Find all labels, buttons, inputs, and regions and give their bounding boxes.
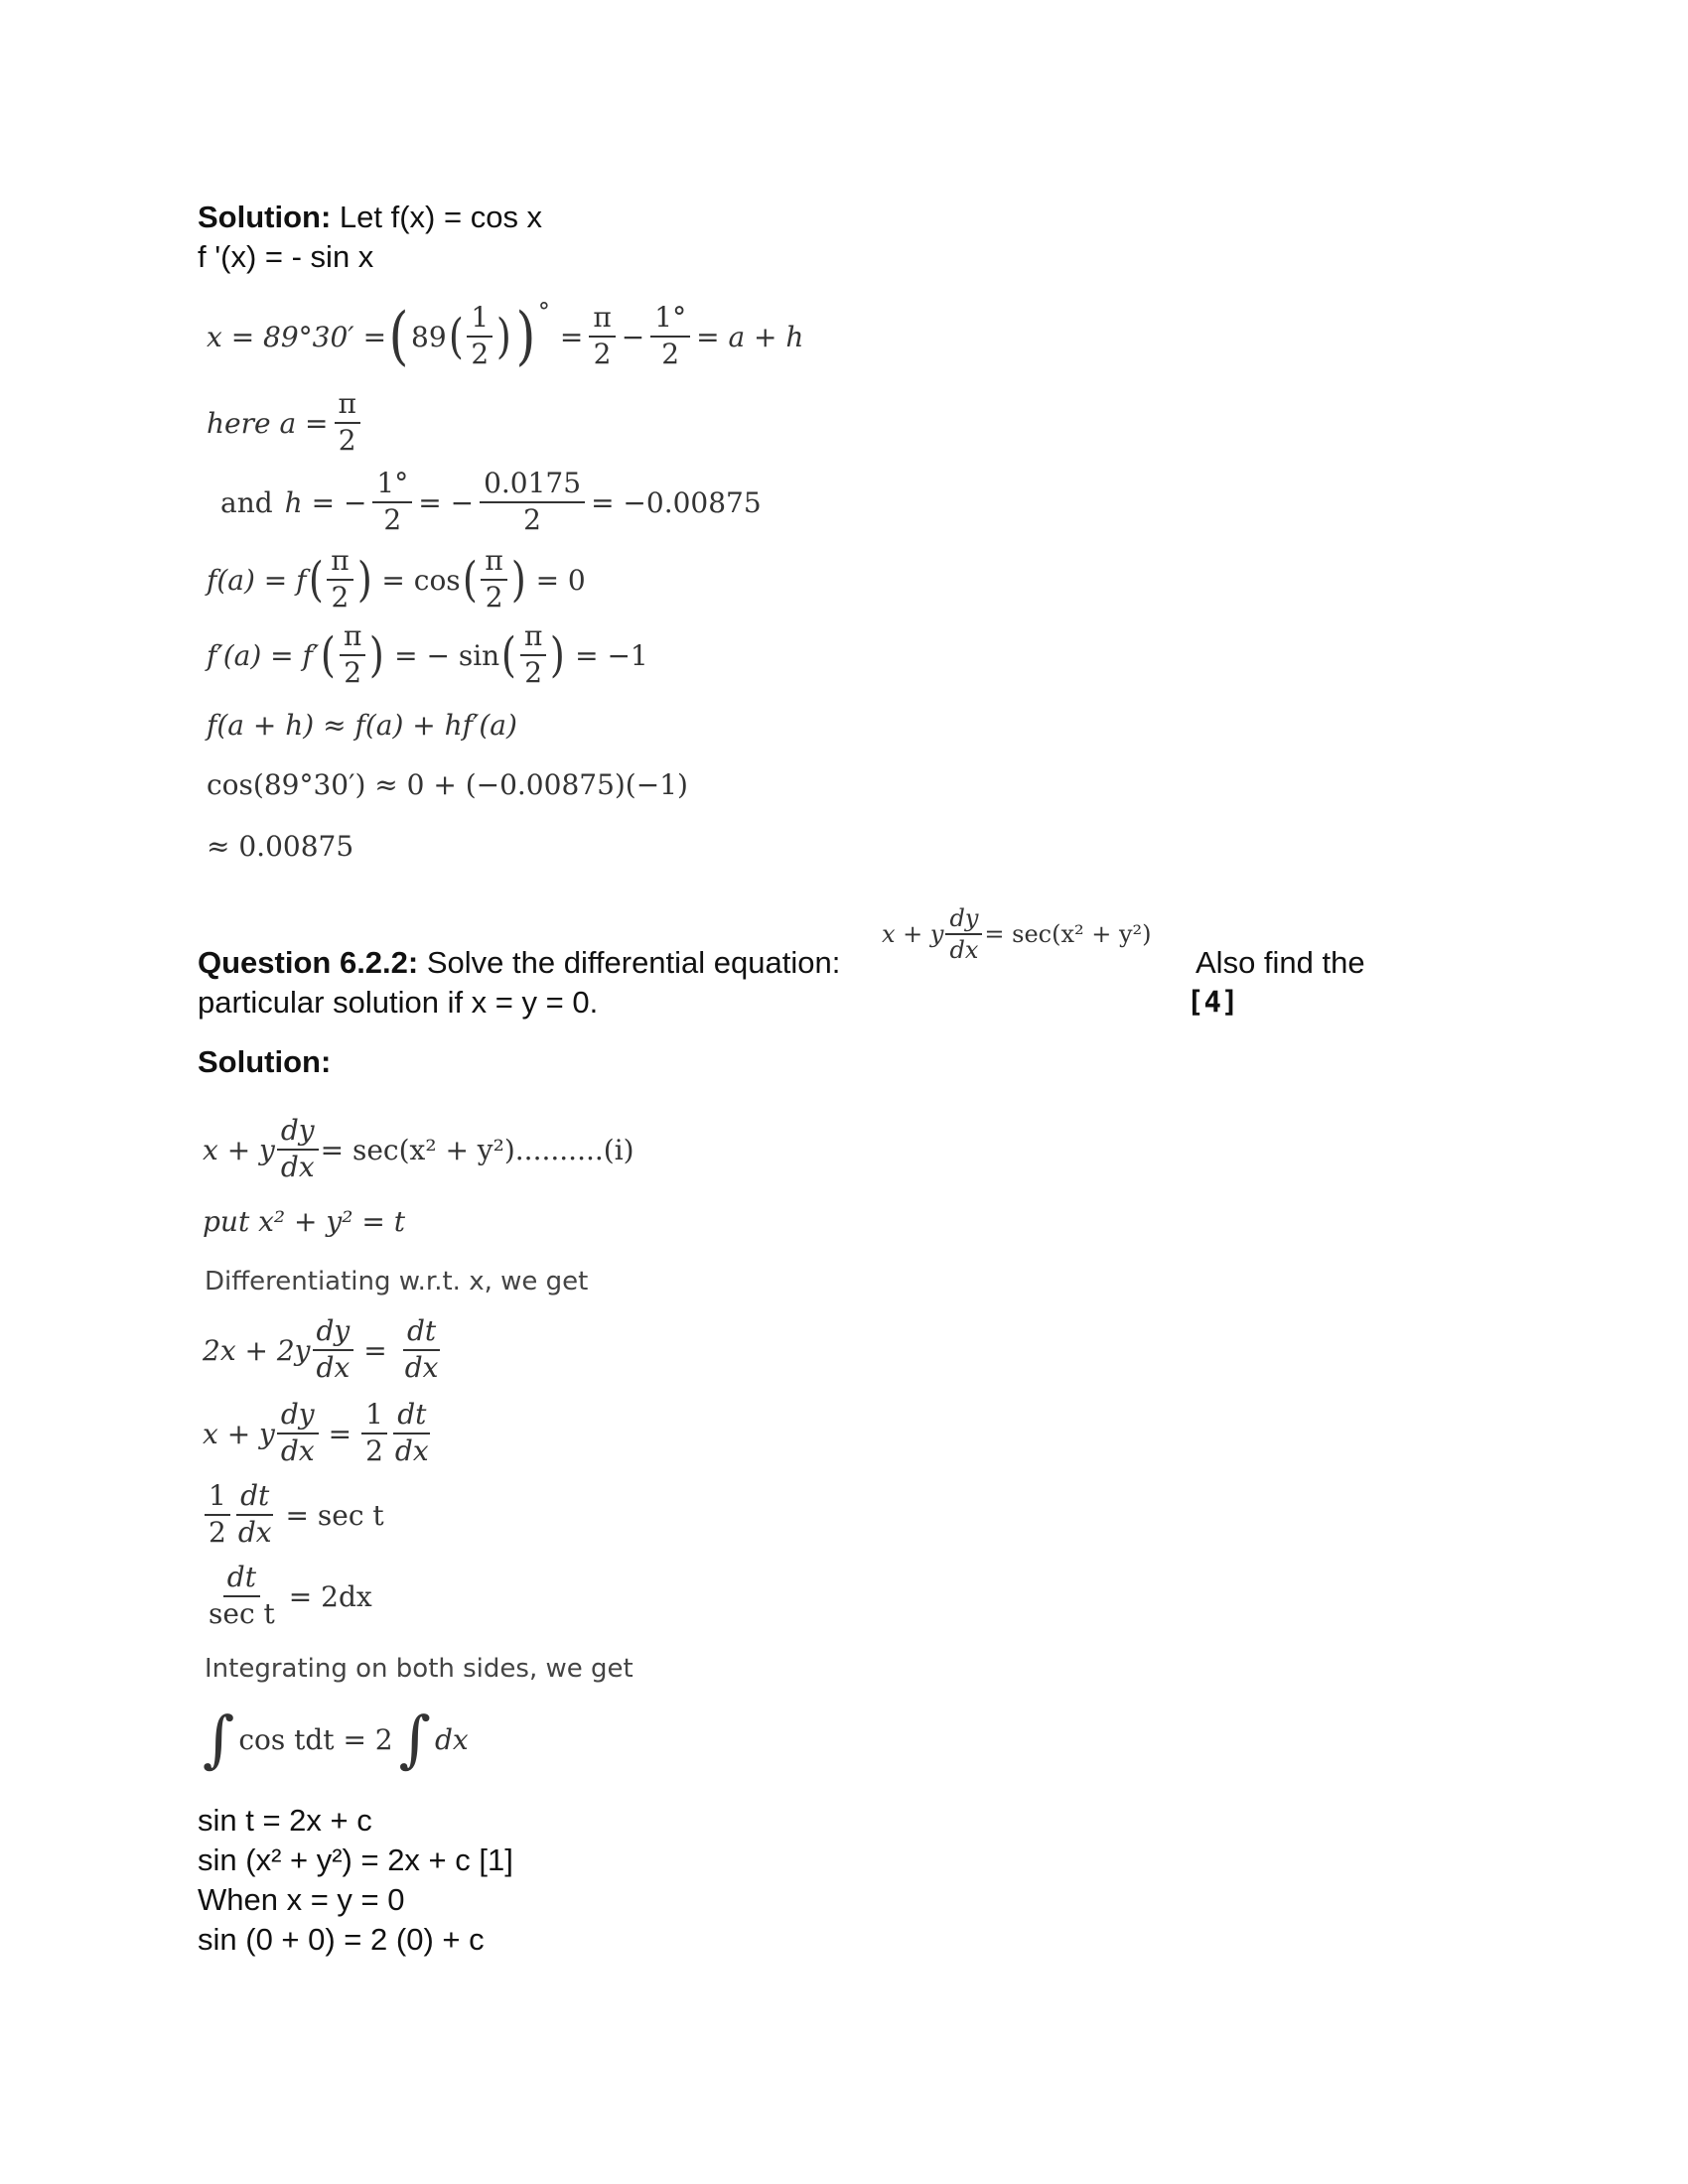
fraction: $\frac{1}{2}$ bbox=[467, 303, 492, 370]
degree-sign: ° bbox=[537, 298, 550, 326]
solution-text: Let f(x) = cos x bbox=[331, 200, 543, 234]
math-line-put: put x² + y² = t bbox=[203, 1204, 405, 1238]
math-text: = 0 bbox=[535, 563, 586, 597]
math-text: − bbox=[621, 320, 645, 353]
result-line-1: sin t = 2x + c bbox=[198, 1803, 372, 1838]
math-line-cos-approx: cos(89°30′) ≈ 0 + (−0.00875)(−1) bbox=[207, 767, 688, 801]
solution-2-label: Solution: bbox=[198, 1044, 332, 1079]
result-line-2: sin (x² + y²) = 2x + c [1] bbox=[198, 1843, 513, 1877]
fraction: $\frac{dy}{dx}$ bbox=[945, 905, 982, 964]
math-text: = a + h bbox=[696, 320, 804, 353]
fraction: $\frac{\pi}{2}$ bbox=[327, 546, 352, 614]
math-text: and bbox=[220, 485, 273, 519]
fraction: $\frac{dy}{dx}$ bbox=[277, 1400, 319, 1467]
math-text: = −0.00875 bbox=[591, 485, 762, 519]
fraction: $\frac{dy}{dx}$ bbox=[277, 1116, 319, 1183]
math-text: 89 bbox=[411, 320, 447, 353]
math-text: here a = bbox=[207, 406, 329, 440]
math-text: = bbox=[559, 320, 584, 353]
integral-sign: ∫ bbox=[398, 1703, 431, 1775]
math-line-f-of-a: f(a) = f ( $\frac{\pi}{2}$ ) = cos ( $\frac{\pi}{2}$ ) = 0 bbox=[207, 544, 586, 614]
math-line-approx-formula: f(a + h) ≈ f(a) + hf′(a) bbox=[207, 708, 517, 742]
fraction: $\frac{dt}{dx}$ bbox=[394, 1398, 429, 1467]
question-line-2: particular solution if x = y = 0. bbox=[198, 985, 599, 1020]
fraction: $\frac{dt}{\text{sec t}}$ bbox=[209, 1561, 275, 1630]
fraction: $\frac{0.0175}{2}$ bbox=[480, 469, 585, 536]
solution-label: Solution: bbox=[198, 200, 332, 234]
math-line-2dx: $\frac{dt}{\text{sec t}}$ = 2dx bbox=[203, 1559, 372, 1634]
math-text: f(a) = f bbox=[207, 563, 307, 597]
close-paren: ) bbox=[496, 309, 512, 364]
math-line-differentiated: 2x + 2y $\frac{dy}{dx}$ = $\frac{dt}{dx}$ bbox=[203, 1312, 448, 1388]
math-line-here-a bbox=[207, 387, 366, 459]
fraction: $\frac{1}{2}$ bbox=[361, 1400, 387, 1467]
math-text: x = 89°30′ = bbox=[207, 320, 387, 353]
math-line-sec-t: $\frac{1}{2}$ $\frac{dt}{dx}$ = sec t bbox=[203, 1477, 384, 1553]
fraction: $\frac{dt}{dx}$ bbox=[404, 1314, 439, 1384]
derivative-line: f '(x) = - sin x bbox=[198, 239, 374, 274]
math-line-half: x + y $\frac{dy}{dx}$ = $\frac{1}{2}$ $\frac{dt}{dx}$ bbox=[203, 1396, 435, 1471]
solution-1-line bbox=[198, 198, 542, 237]
math-text: h = − bbox=[284, 485, 367, 519]
open-paren: ( bbox=[448, 309, 464, 364]
fraction: $\frac{1}{2}$ bbox=[205, 1481, 230, 1549]
question-label: Question 6.2.2: bbox=[198, 945, 419, 980]
result-line-4: sin (0 + 0) = 2 (0) + c bbox=[198, 1922, 485, 1957]
fraction: $\frac{\pi}{2}$ bbox=[340, 621, 365, 689]
fraction: $\frac{\pi}{2}$ bbox=[520, 621, 546, 689]
math-line-integral: ∫ cos tdt = 2 ∫ dx bbox=[203, 1703, 469, 1775]
question-text-after: Also find the bbox=[1196, 945, 1365, 980]
open-paren: ( bbox=[388, 300, 409, 373]
fraction: $\frac{1^\circ}{2}$ bbox=[650, 303, 690, 370]
math-line-h-value bbox=[220, 467, 762, 538]
differentiating-note: Differentiating w.r.t. x, we get bbox=[205, 1267, 589, 1297]
math-text: f′(a) = f′ bbox=[207, 638, 320, 672]
integral-sign: ∫ bbox=[203, 1703, 235, 1775]
fraction: $\frac{\pi}{2}$ bbox=[335, 389, 360, 457]
integrating-note: Integrating on both sides, we get bbox=[205, 1654, 633, 1684]
math-text: = − sin bbox=[394, 638, 500, 672]
marks-badge: [4] bbox=[1187, 985, 1239, 1019]
fraction: $\frac{dt}{dx}$ bbox=[237, 1479, 272, 1549]
question-text: Solve the differential equation: bbox=[418, 945, 841, 980]
math-line-eq-i: x + y $\frac{dy}{dx}$ = sec(x² + y²)..........(i) bbox=[203, 1114, 634, 1183]
question-line bbox=[198, 943, 840, 983]
close-paren: ) bbox=[515, 300, 536, 373]
fraction: $\frac{dy}{dx}$ bbox=[313, 1316, 354, 1384]
question-equation: x + y $\frac{dy}{dx}$ = sec(x² + y²) bbox=[882, 903, 1152, 964]
math-text: = cos bbox=[381, 563, 461, 597]
math-text: = − bbox=[418, 485, 475, 519]
fraction: $\frac{1^\circ}{2}$ bbox=[372, 469, 412, 536]
result-line-3: When x = y = 0 bbox=[198, 1882, 405, 1917]
fraction: $\frac{\pi}{2}$ bbox=[481, 546, 506, 614]
fraction: $\frac{\pi}{2}$ bbox=[589, 303, 615, 370]
math-line-f-prime-a: f′(a) = f′ ( $\frac{\pi}{2}$ ) = − sin ( $\frac{\pi}{2}$ ) = −1 bbox=[207, 619, 648, 689]
math-text: = −1 bbox=[575, 638, 648, 672]
math-line-result: ≈ 0.00875 bbox=[207, 829, 354, 863]
math-line-x-value bbox=[207, 296, 803, 377]
